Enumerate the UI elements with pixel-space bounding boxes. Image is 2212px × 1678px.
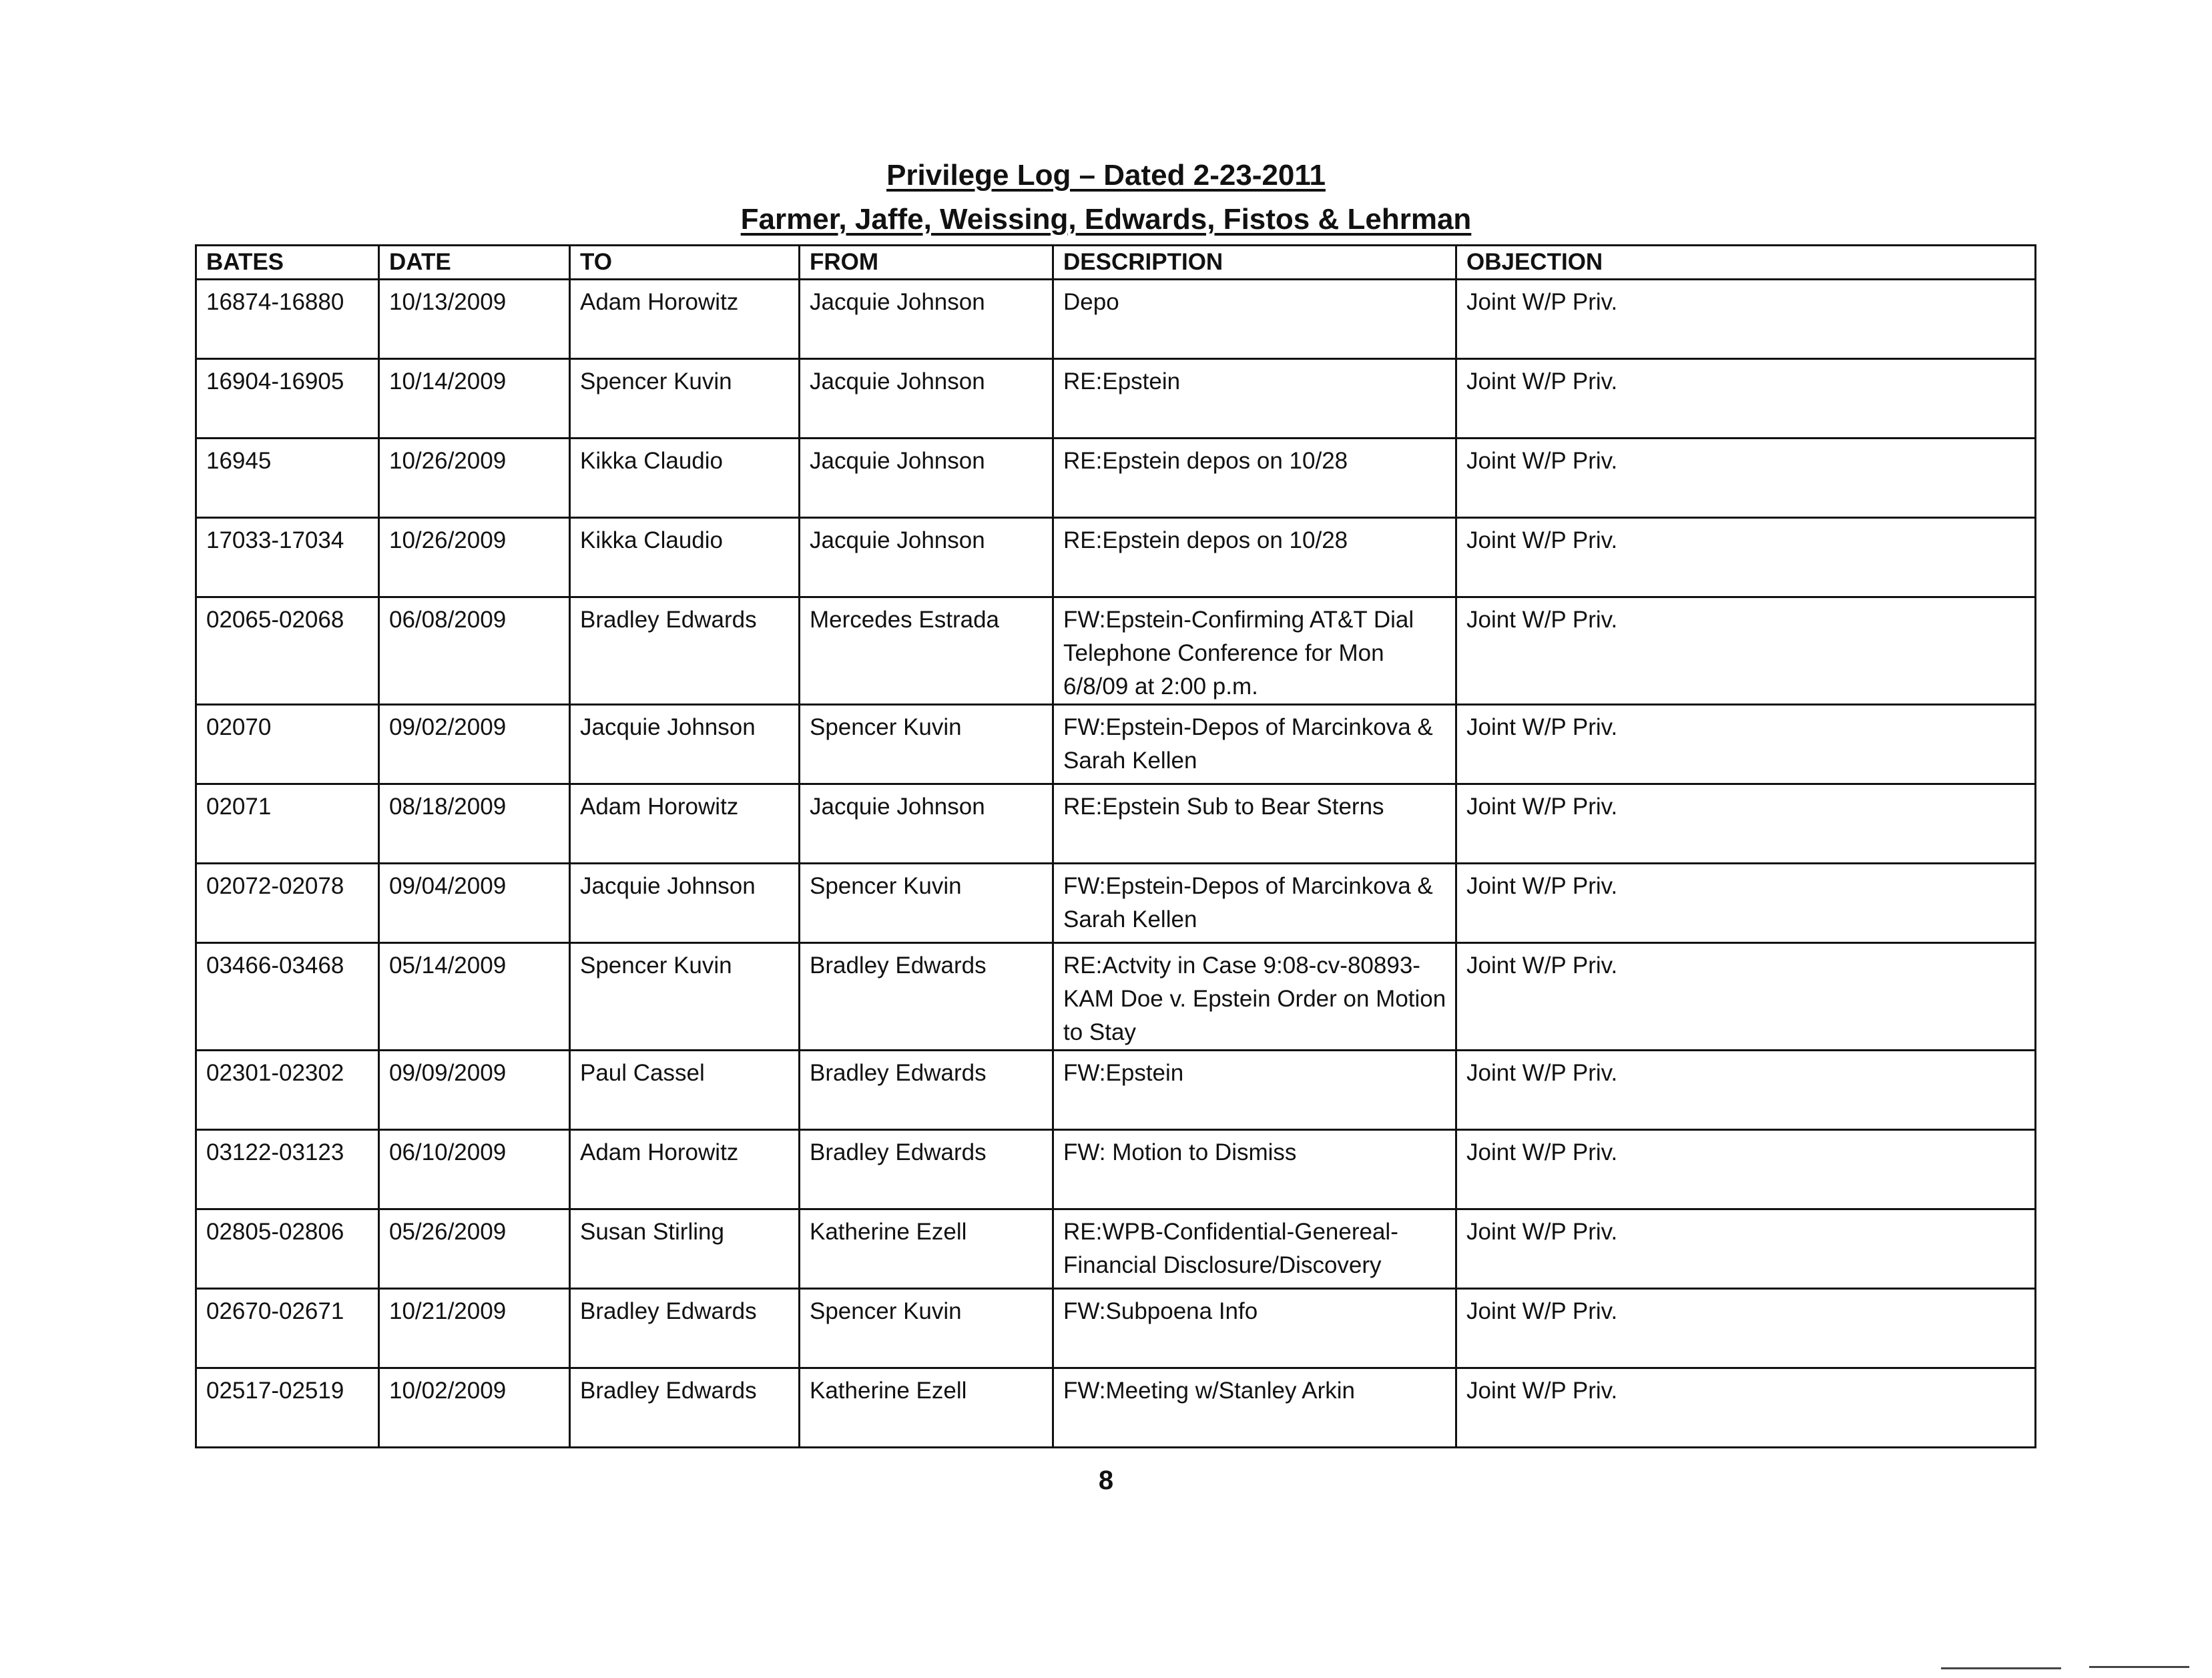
cell-description: FW:Subpoena Info: [1053, 1289, 1456, 1368]
cell-to: Adam Horowitz: [570, 784, 800, 864]
column-header-from: FROM: [800, 246, 1053, 280]
table-row: [196, 280, 2036, 359]
cell-bates: 03122-03123: [196, 1130, 379, 1209]
cell-description: FW: Motion to Dismiss: [1053, 1130, 1456, 1209]
cell-to: Adam Horowitz: [570, 280, 800, 359]
cell-from: Katherine Ezell: [800, 1209, 1053, 1289]
cell-objection: Joint W/P Priv.: [1456, 1289, 2036, 1368]
table-row: [196, 597, 2036, 705]
cell-to: Kikka Claudio: [570, 439, 800, 518]
column-header-bates: BATES: [196, 246, 379, 280]
cell-objection: Joint W/P Priv.: [1456, 1368, 2036, 1448]
cell-date: 10/26/2009: [379, 439, 570, 518]
cell-from: Spencer Kuvin: [800, 1289, 1053, 1368]
cell-to: Jacquie Johnson: [570, 705, 800, 784]
document-subtitle: Farmer, Jaffe, Weissing, Edwards, Fistos & Lehrman: [740, 203, 1472, 236]
cell-description: FW:Epstein-Confirming AT&T Dial Telephone Conference for Mon 6/8/09 at 2:00 p.m.: [1053, 597, 1456, 705]
table-header-row: [196, 246, 2036, 280]
column-header-to: TO: [570, 246, 800, 280]
cell-to: Adam Horowitz: [570, 1130, 800, 1209]
cell-to: Bradley Edwards: [570, 597, 800, 705]
cell-from: Bradley Edwards: [800, 1051, 1053, 1130]
cell-objection: Joint W/P Priv.: [1456, 943, 2036, 1051]
cell-from: Spencer Kuvin: [800, 864, 1053, 943]
cell-to: Bradley Edwards: [570, 1289, 800, 1368]
scan-artifact-line: [2089, 1666, 2189, 1668]
cell-to: Kikka Claudio: [570, 518, 800, 597]
cell-bates: 16904-16905: [196, 359, 379, 439]
cell-date: 09/02/2009: [379, 705, 570, 784]
cell-description: RE:Epstein depos on 10/28: [1053, 518, 1456, 597]
cell-date: 09/09/2009: [379, 1051, 570, 1130]
cell-date: 10/14/2009: [379, 359, 570, 439]
cell-objection: Joint W/P Priv.: [1456, 705, 2036, 784]
cell-to: Paul Cassel: [570, 1051, 800, 1130]
cell-from: Bradley Edwards: [800, 1130, 1053, 1209]
cell-objection: Joint W/P Priv.: [1456, 518, 2036, 597]
cell-date: 10/02/2009: [379, 1368, 570, 1448]
cell-description: FW:Epstein-Depos of Marcinkova & Sarah Kellen: [1053, 705, 1456, 784]
cell-date: 06/08/2009: [379, 597, 570, 705]
cell-bates: 16945: [196, 439, 379, 518]
column-header-description: DESCRIPTION: [1053, 246, 1456, 280]
cell-date: 10/13/2009: [379, 280, 570, 359]
cell-objection: Joint W/P Priv.: [1456, 439, 2036, 518]
privilege-log-table: [195, 244, 2036, 1448]
cell-bates: 16874-16880: [196, 280, 379, 359]
cell-objection: Joint W/P Priv.: [1456, 280, 2036, 359]
cell-date: 08/18/2009: [379, 784, 570, 864]
cell-date: 10/26/2009: [379, 518, 570, 597]
cell-bates: 03466-03468: [196, 943, 379, 1051]
cell-to: Susan Stirling: [570, 1209, 800, 1289]
table-row: [196, 359, 2036, 439]
cell-from: Jacquie Johnson: [800, 784, 1053, 864]
cell-from: Jacquie Johnson: [800, 359, 1053, 439]
cell-description: RE:Epstein depos on 10/28: [1053, 439, 1456, 518]
cell-description: Depo: [1053, 280, 1456, 359]
cell-from: Jacquie Johnson: [800, 280, 1053, 359]
cell-date: 05/14/2009: [379, 943, 570, 1051]
table-row: [196, 1289, 2036, 1368]
cell-date: 05/26/2009: [379, 1209, 570, 1289]
cell-bates: 02065-02068: [196, 597, 379, 705]
cell-from: Jacquie Johnson: [800, 439, 1053, 518]
page-number: 8: [1098, 1466, 1114, 1495]
cell-bates: 02805-02806: [196, 1209, 379, 1289]
cell-description: FW:Epstein-Depos of Marcinkova & Sarah Kellen: [1053, 864, 1456, 943]
cell-description: FW:Meeting w/Stanley Arkin: [1053, 1368, 1456, 1448]
cell-description: RE:Epstein: [1053, 359, 1456, 439]
cell-to: Spencer Kuvin: [570, 943, 800, 1051]
cell-objection: Joint W/P Priv.: [1456, 864, 2036, 943]
cell-bates: 02070: [196, 705, 379, 784]
table-row: [196, 518, 2036, 597]
cell-description: FW:Epstein: [1053, 1051, 1456, 1130]
cell-objection: Joint W/P Priv.: [1456, 1209, 2036, 1289]
cell-from: Spencer Kuvin: [800, 705, 1053, 784]
cell-objection: Joint W/P Priv.: [1456, 1051, 2036, 1130]
table-row: [196, 1130, 2036, 1209]
table-row: [196, 943, 2036, 1051]
cell-from: Jacquie Johnson: [800, 518, 1053, 597]
cell-bates: 02517-02519: [196, 1368, 379, 1448]
table-row: [196, 864, 2036, 943]
cell-objection: Joint W/P Priv.: [1456, 597, 2036, 705]
cell-date: 09/04/2009: [379, 864, 570, 943]
cell-from: Bradley Edwards: [800, 943, 1053, 1051]
cell-objection: Joint W/P Priv.: [1456, 784, 2036, 864]
document-title: Privilege Log – Dated 2-23-2011: [886, 159, 1326, 192]
cell-to: Jacquie Johnson: [570, 864, 800, 943]
cell-bates: 02670-02671: [196, 1289, 379, 1368]
cell-to: Bradley Edwards: [570, 1368, 800, 1448]
cell-bates: 02071: [196, 784, 379, 864]
cell-to: Spencer Kuvin: [570, 359, 800, 439]
table-row: [196, 784, 2036, 864]
column-header-date: DATE: [379, 246, 570, 280]
cell-description: RE:Actvity in Case 9:08-cv-80893-KAM Doe v. Epstein Order on Motion to Stay: [1053, 943, 1456, 1051]
table-row: [196, 1209, 2036, 1289]
table-row: [196, 705, 2036, 784]
cell-date: 10/21/2009: [379, 1289, 570, 1368]
cell-from: Mercedes Estrada: [800, 597, 1053, 705]
table-row: [196, 1368, 2036, 1448]
cell-bates: 02072-02078: [196, 864, 379, 943]
cell-objection: Joint W/P Priv.: [1456, 1130, 2036, 1209]
cell-description: RE:Epstein Sub to Bear Sterns: [1053, 784, 1456, 864]
table-row: [196, 1051, 2036, 1130]
column-header-objection: OBJECTION: [1456, 246, 2036, 280]
cell-description: RE:WPB-Confidential-Genereal-Financial Disclosure/Discovery: [1053, 1209, 1456, 1289]
cell-objection: Joint W/P Priv.: [1456, 359, 2036, 439]
cell-from: Katherine Ezell: [800, 1368, 1053, 1448]
table-row: [196, 439, 2036, 518]
scan-artifact-line: [1941, 1667, 2061, 1669]
cell-bates: 17033-17034: [196, 518, 379, 597]
cell-bates: 02301-02302: [196, 1051, 379, 1130]
cell-date: 06/10/2009: [379, 1130, 570, 1209]
